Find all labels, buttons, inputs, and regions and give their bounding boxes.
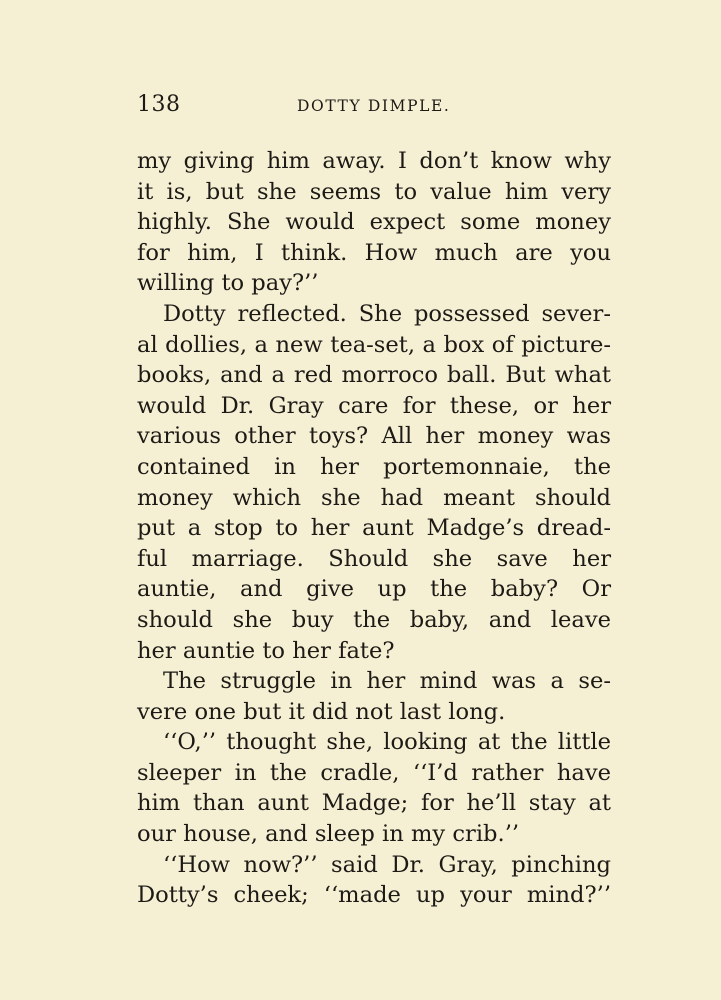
text-line: willing to pay?’’ xyxy=(137,270,319,297)
page-header xyxy=(137,92,611,122)
text-line: our house, and sleep in my crib.’’ xyxy=(137,821,520,848)
running-head: DOTTY DIMPLE. xyxy=(297,97,451,115)
text-line: ‘‘How now?’’ said Dr. Gray, pinching xyxy=(163,851,611,878)
text-line: auntie, and give up the baby? Or xyxy=(137,576,611,603)
text-line: for him, I think. How much are you xyxy=(137,239,611,266)
text-line: Dotty reflected. She possessed sever- xyxy=(163,300,611,327)
text-line: her auntie to her fate? xyxy=(137,637,395,664)
text-line: it is, but she seems to value him very xyxy=(137,178,611,205)
text-line: al dollies, a new tea-set, a box of picture- xyxy=(137,331,611,358)
text-line: ful marriage. Should she save her xyxy=(137,545,611,572)
text-line: sleeper in the cradle, ‘‘I’d rather have xyxy=(137,759,611,786)
text-line: him than aunt Madge; for he’ll stay at xyxy=(137,790,611,817)
text-line: should she buy the baby, and leave xyxy=(137,606,611,633)
text-line: put a stop to her aunt Madge’s dread- xyxy=(137,515,611,542)
text-line: contained in her portemonnaie, the xyxy=(137,453,611,480)
text-line: The struggle in her mind was a se- xyxy=(163,668,611,695)
page-number: 138 xyxy=(137,92,181,117)
text-line: money which she had meant should xyxy=(137,484,611,511)
text-line: various other toys? All her money was xyxy=(137,423,611,450)
text-line: Dotty’s cheek; ‘‘made up your mind?’’ xyxy=(137,882,611,909)
text-line: highly. She would expect some money xyxy=(137,209,611,236)
text-line: would Dr. Gray care for these, or her xyxy=(137,392,611,419)
body-text xyxy=(137,146,611,911)
text-line: vere one but it did not last long. xyxy=(137,698,506,725)
text-line: books, and a red morroco ball. But what xyxy=(137,362,611,389)
text-line: ‘‘O,’’ thought she, looking at the little xyxy=(163,729,611,756)
text-line: my giving him away. I don’t know why xyxy=(137,148,611,174)
